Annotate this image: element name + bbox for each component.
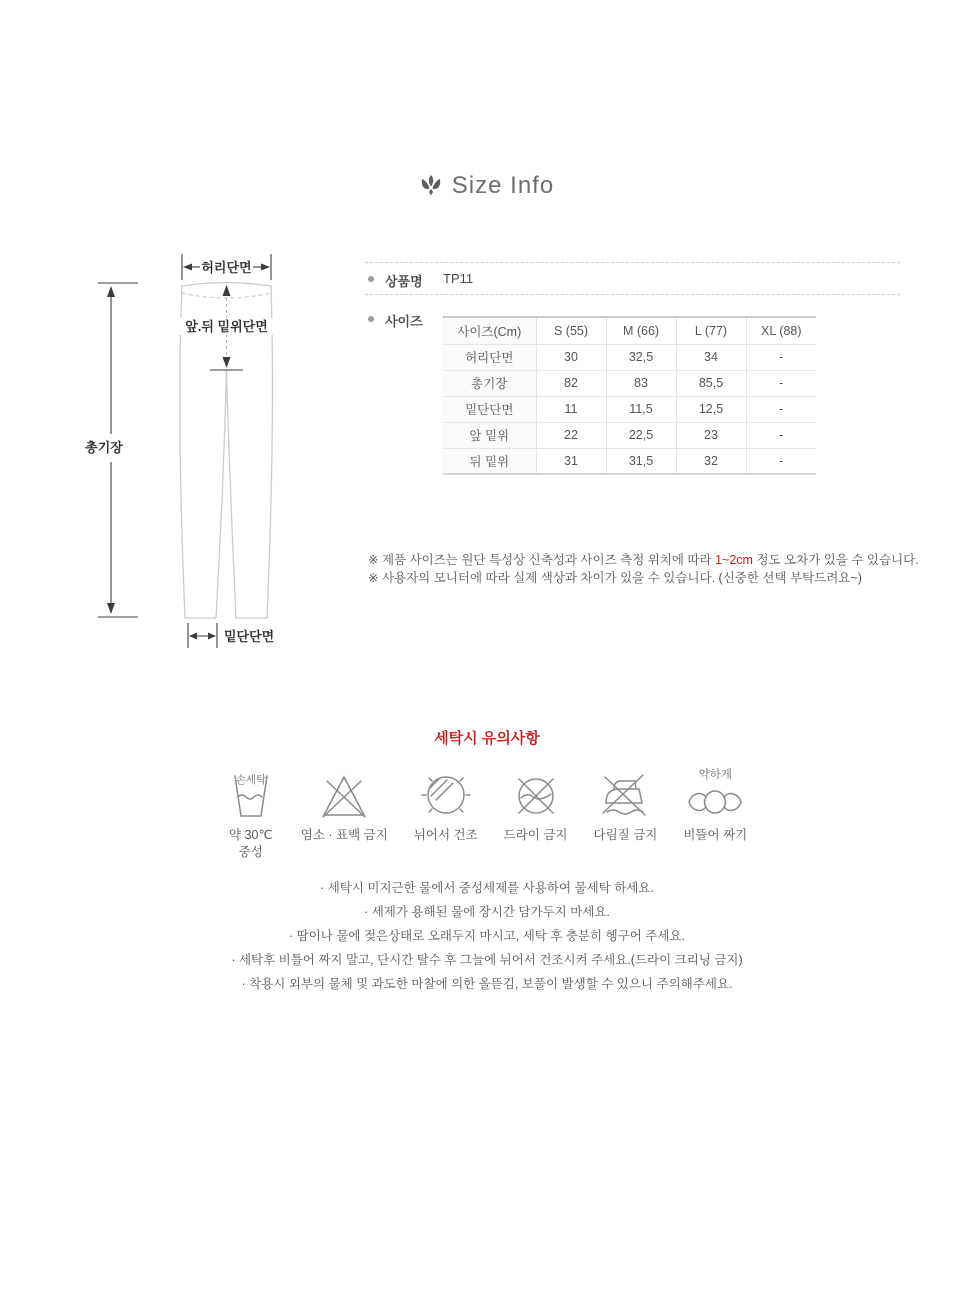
size-table-value-cell: 12,5: [676, 396, 746, 422]
bullet-icon: [368, 316, 374, 322]
page-title: [0, 172, 974, 200]
arrow-right-icon: [208, 633, 216, 640]
care-symbol-no-bleach: [301, 762, 388, 844]
pants-measurement-diagram: [70, 240, 330, 650]
size-table-value-cell: 83: [606, 370, 676, 396]
table-row: [443, 344, 816, 370]
laundry-symbols-row: [0, 762, 974, 861]
size-table-row-label: 밑단단면: [443, 396, 536, 422]
size-table-value-cell: 22: [536, 422, 606, 448]
table-row: [443, 370, 816, 396]
size-table-value-cell: 22,5: [606, 422, 676, 448]
size-table-value-cell: 11: [536, 396, 606, 422]
size-table-row-label: 허리단면: [443, 344, 536, 370]
size-table-value-cell: -: [746, 396, 816, 422]
arrow-left-icon: [189, 633, 197, 640]
size-table-header-cell: S (55): [536, 317, 606, 344]
waist-label: 허리단면: [201, 260, 252, 275]
dotted-separator: [365, 262, 900, 263]
wring-gently-icon: [685, 762, 745, 820]
arrow-down-icon: [223, 357, 231, 368]
arrow-down-icon: [107, 603, 115, 614]
care-instruction-line: · 세탁시 미지근한 물에서 중성세제를 사용하여 물세탁 하세요.: [320, 881, 654, 895]
care-symbol-label: 뉘어서 건조: [413, 828, 478, 842]
size-table-value-cell: -: [746, 422, 816, 448]
table-row: [443, 422, 816, 448]
arrow-right-icon: [261, 264, 270, 271]
size-table-value-cell: 31,5: [606, 448, 676, 474]
size-table-value-cell: 32,5: [606, 344, 676, 370]
size-table-value-cell: 85,5: [676, 370, 746, 396]
note-line: ※ 제품 사이즈는 원단 특성상 신축성과 사이즈 측정 위치에 따라 1~2cm 정도 오차가 있을 수 있습니다.: [368, 553, 919, 567]
bullet-icon: [368, 276, 374, 282]
rise-label: 앞.뒤 밑위단면: [185, 319, 268, 334]
tulip-icon: [420, 174, 442, 198]
size-table-row-label: 총기장: [443, 370, 536, 396]
size-table-value-cell: 31: [536, 448, 606, 474]
no-iron-icon: [599, 762, 651, 820]
size-table-value-cell: -: [746, 370, 816, 396]
care-symbol-wring-gently: [683, 762, 747, 844]
size-table-value-cell: 23: [676, 422, 746, 448]
size-table-value-cell: 82: [536, 370, 606, 396]
svg-text:손세탁: 손세탁: [235, 774, 266, 786]
size-table-row-label: 앞 밑위: [443, 422, 536, 448]
size-section-label: 사이즈: [385, 314, 423, 329]
product-name-value: TP11: [443, 271, 474, 286]
size-table-value-cell: 30: [536, 344, 606, 370]
dry-flat-icon: [419, 762, 473, 820]
size-table-head: [443, 317, 816, 344]
product-name-label: 상품명: [385, 274, 423, 289]
arrow-up-icon: [107, 286, 115, 297]
laundry-section-title: 세탁시 유의사항: [434, 730, 540, 747]
table-row: [443, 396, 816, 422]
care-instruction-line: · 세탁후 비틀어 짜지 말고, 단시간 탈수 후 그늘에 뉘어서 건조시켜 주세요.(드라이 크리닝 금지): [231, 953, 743, 967]
size-table-header-cell: L (77): [676, 317, 746, 344]
page-title-text: Size Info: [451, 172, 555, 199]
size-table-header-cell: M (66): [606, 317, 676, 344]
care-symbol-dry-flat: [414, 762, 478, 844]
table-row: [443, 448, 816, 474]
care-instructions: [0, 876, 974, 996]
size-notes: [368, 551, 919, 587]
size-table-row-label: 뒤 밑위: [443, 448, 536, 474]
size-table-value-cell: 11,5: [606, 396, 676, 422]
care-symbol-label: 약 30℃ 중성: [229, 828, 273, 859]
care-symbol-label: 다림질 금지: [593, 828, 658, 842]
care-symbol-no-iron: [594, 762, 658, 844]
size-table: [443, 316, 816, 475]
size-table-value-cell: 32: [676, 448, 746, 474]
size-table-body: [443, 344, 816, 474]
dotted-separator: [365, 294, 900, 295]
hem-label: 밑단단면: [224, 629, 275, 644]
care-instruction-line: · 땀이나 물에 젖은상태로 오래두지 마시고, 세탁 후 충분히 헹구어 주세요.: [288, 929, 685, 943]
hand-wash-icon: [227, 762, 275, 820]
no-bleach-icon: [319, 762, 369, 820]
arrow-left-icon: [183, 264, 192, 271]
care-symbol-hand-wash: [227, 762, 275, 861]
note-highlight: 1~2cm: [715, 553, 753, 567]
size-table-header-cell: XL (88): [746, 317, 816, 344]
care-symbol-label: 드라이 금지: [503, 828, 568, 842]
care-instruction-line: · 착용시 외부의 물체 및 과도한 마찰에 의한 올뜯김, 보풀이 발생할 수 있으니 주의해주세요.: [241, 977, 733, 991]
care-instruction-line: · 세제가 용해된 물에 장시간 담가두지 마세요.: [364, 905, 610, 919]
care-symbol-label: 염소 · 표백 금지: [300, 828, 388, 842]
no-dry-cleaning-icon: [512, 762, 560, 820]
care-symbol-label: 비뜰어 짜기: [683, 828, 748, 842]
arrow-up-icon: [223, 285, 231, 296]
wring-gently-top-label: 약하게: [698, 769, 732, 781]
size-table-header-cell: 사이즈(Cm): [443, 317, 536, 344]
size-table-value-cell: -: [746, 344, 816, 370]
care-symbol-no-dry-cleaning: [504, 762, 568, 844]
note-line: ※ 사용자의 모니터에 따라 실제 색상과 차이가 있을 수 있습니다. (신중한 선택 부탁드려요~): [368, 571, 862, 585]
length-label: 총기장: [85, 440, 123, 455]
size-table-value-cell: 34: [676, 344, 746, 370]
size-table-value-cell: -: [746, 448, 816, 474]
